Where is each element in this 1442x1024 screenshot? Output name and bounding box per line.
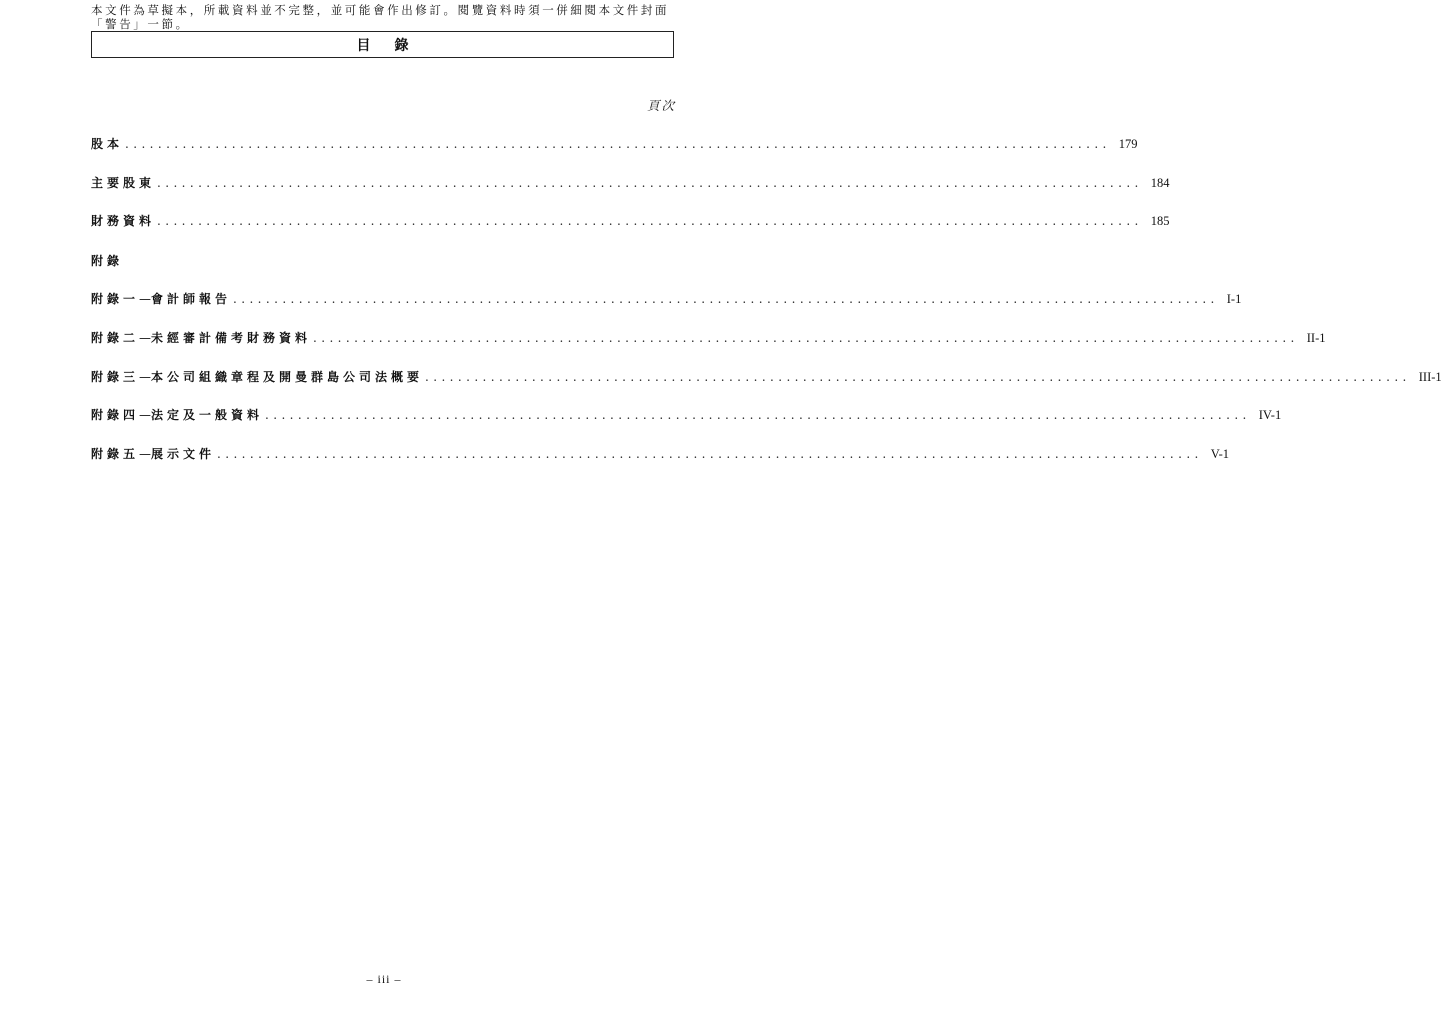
leader-dots: ........................................................................................................................ — [217, 447, 1203, 461]
appendix-prefix: 附錄四 — [91, 408, 140, 422]
appendix-prefix: 附錄五 — [91, 447, 140, 461]
appendix-page: II-1 — [1306, 331, 1326, 345]
appendix-dash: — — [139, 370, 152, 384]
leader-dots: ........................................................................................................................ — [313, 331, 1299, 345]
toc-entry-label: 財務資料 — [91, 214, 156, 228]
title-box — [91, 31, 674, 58]
toc-entry[interactable] — [91, 135, 1138, 153]
leader-dots: ........................................................................................................................ — [233, 292, 1219, 306]
toc-entry[interactable] — [91, 212, 1170, 230]
toc-entry-page: 179 — [1118, 137, 1138, 151]
appendix-entry[interactable] — [91, 406, 1282, 424]
leader-dots: ........................................................................................................................ — [157, 176, 1143, 190]
appendix-dash: — — [139, 292, 152, 306]
appendix-label: 本公司組織章程及開曼群島公司法概要 — [151, 370, 424, 384]
appendix-label: 未經審計備考財務資料 — [151, 331, 312, 345]
appendix-label: 會計師報告 — [151, 292, 232, 306]
draft-warning: 本文件為草擬本，所載資料並不完整，並可能會作出修訂。閱覽資料時須一併細閱本文件封面「警告」一節。 — [91, 3, 670, 31]
appendix-entry[interactable] — [91, 445, 1230, 463]
appendix-page: IV-1 — [1258, 408, 1282, 422]
toc-entry-page: 185 — [1150, 214, 1170, 228]
appendix-prefix: 附錄三 — [91, 370, 140, 384]
toc-entry-label: 股本 — [91, 137, 124, 151]
leader-dots: ........................................................................................................................ — [425, 370, 1411, 384]
leader-dots: ........................................................................................................................ — [265, 408, 1251, 422]
toc-entry-page: 184 — [1150, 176, 1170, 190]
appendix-dash: — — [139, 408, 152, 422]
appendix-page: V-1 — [1210, 447, 1230, 461]
appendix-entry[interactable] — [91, 368, 1442, 386]
appendix-page: I-1 — [1226, 292, 1242, 306]
appendix-dash: — — [139, 447, 152, 461]
appendix-prefix: 附錄一 — [91, 292, 140, 306]
appendix-entry[interactable] — [91, 290, 1242, 308]
appendix-page: III-1 — [1418, 370, 1442, 384]
toc-entry-label: 主要股東 — [91, 176, 156, 190]
leader-dots: ........................................................................................................................ — [125, 137, 1111, 151]
page-column-label: 頁次 — [646, 98, 676, 113]
appendix-heading: 附錄 — [91, 254, 124, 268]
appendix-dash: — — [139, 331, 152, 345]
appendix-entry[interactable] — [91, 329, 1326, 347]
page-title: 目錄 — [356, 37, 433, 54]
appendix-label: 法定及一般資料 — [151, 408, 264, 422]
page-number-footer: – iii – — [366, 972, 402, 986]
appendix-prefix: 附錄二 — [91, 331, 140, 345]
leader-dots: ........................................................................................................................ — [157, 214, 1143, 228]
appendix-label: 展示文件 — [151, 447, 216, 461]
toc-entry[interactable] — [91, 174, 1170, 192]
